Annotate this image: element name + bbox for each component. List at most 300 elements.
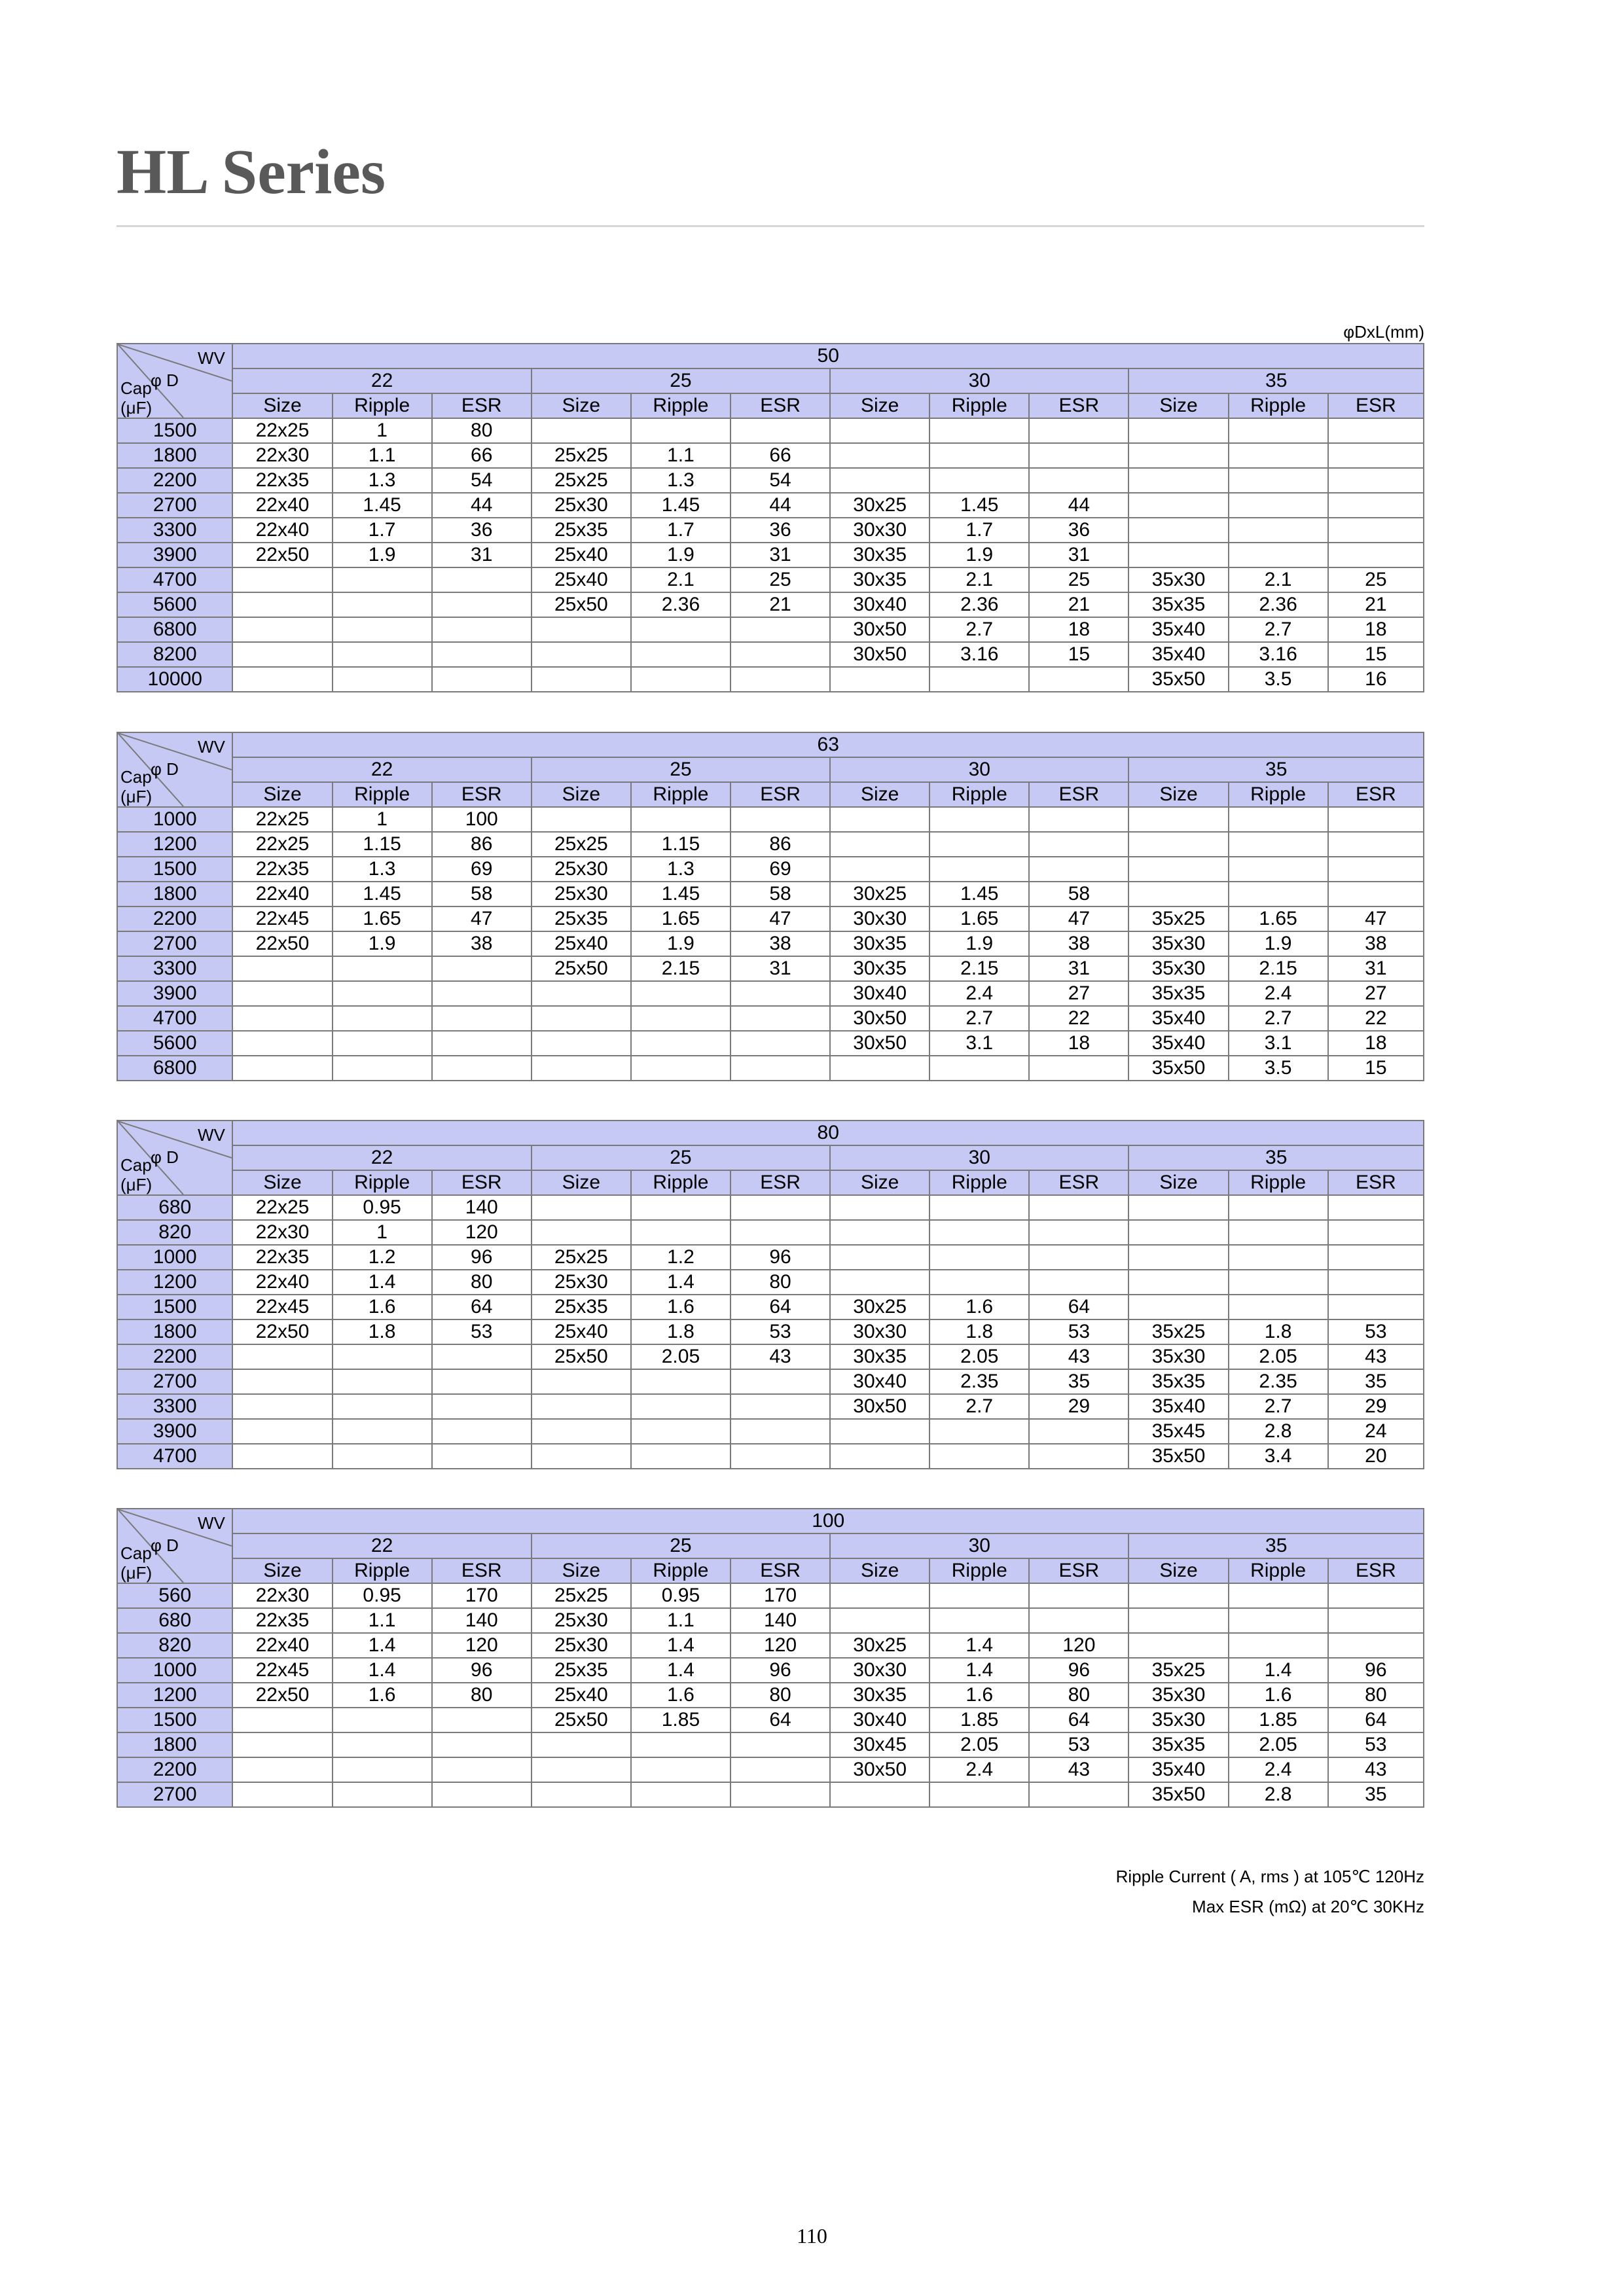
ripple-cell: 1.1 (631, 1608, 731, 1633)
table-row (117, 667, 1424, 692)
size-cell: 30x50 (830, 1006, 929, 1031)
esr-cell (1029, 857, 1128, 882)
size-cell: 30x35 (830, 956, 929, 981)
table-row (117, 1031, 1424, 1056)
size-cell: 35x25 (1128, 1319, 1228, 1344)
esr-cell (1328, 518, 1424, 543)
capacitance-cell: 1500 (117, 1295, 232, 1319)
esr-cell: 54 (731, 468, 830, 493)
size-cell (830, 468, 929, 493)
esr-cell: 100 (432, 807, 532, 832)
ripple-cell (929, 1270, 1029, 1295)
size-cell: 35x40 (1128, 1031, 1228, 1056)
table-row (117, 1782, 1424, 1807)
size-cell (1128, 1270, 1228, 1295)
ripple-cell (1229, 832, 1328, 857)
column-header-esr: ESR (432, 782, 532, 807)
size-cell (1128, 1608, 1228, 1633)
ripple-cell: 2.7 (1229, 617, 1328, 642)
ripple-cell (929, 857, 1029, 882)
esr-cell (1029, 1444, 1128, 1469)
table-row (117, 1056, 1424, 1081)
ripple-cell (631, 1444, 731, 1469)
size-cell: 25x50 (532, 592, 631, 617)
table-row (117, 642, 1424, 667)
size-cell (830, 1220, 929, 1245)
capacitance-cell: 6800 (117, 1056, 232, 1081)
ripple-cell (631, 1056, 731, 1081)
column-header-esr: ESR (731, 1558, 830, 1583)
esr-cell: 58 (1029, 882, 1128, 906)
esr-cell: 15 (1029, 642, 1128, 667)
ripple-cell: 1.6 (929, 1295, 1029, 1319)
size-cell: 30x50 (830, 642, 929, 667)
cap-label: Cap (120, 1543, 152, 1563)
esr-cell: 96 (1029, 1658, 1128, 1683)
size-cell (1128, 807, 1228, 832)
esr-cell (1029, 1270, 1128, 1295)
size-cell: 22x35 (232, 1608, 332, 1633)
ripple-cell: 2.7 (929, 1006, 1029, 1031)
capacitance-cell: 1200 (117, 832, 232, 857)
ripple-cell (929, 1056, 1029, 1081)
esr-cell (1328, 882, 1424, 906)
table-row (117, 832, 1424, 857)
size-cell (232, 1782, 332, 1807)
table-row (117, 1369, 1424, 1394)
esr-cell: 31 (432, 543, 532, 567)
ripple-cell (631, 617, 731, 642)
size-cell: 30x25 (830, 1295, 929, 1319)
ripple-cell: 1.4 (333, 1270, 432, 1295)
ripple-cell (333, 956, 432, 981)
capacitance-cell: 8200 (117, 642, 232, 667)
size-cell: 22x40 (232, 493, 332, 518)
ripple-cell (631, 807, 731, 832)
size-cell (532, 1782, 631, 1807)
size-cell (1128, 1195, 1228, 1220)
ripple-cell (333, 1782, 432, 1807)
table-row (117, 1683, 1424, 1708)
esr-cell: 31 (731, 543, 830, 567)
ripple-cell: 2.7 (1229, 1394, 1328, 1419)
ripple-cell: 2.15 (631, 956, 731, 981)
table-row (117, 543, 1424, 567)
column-header-size: Size (1128, 1170, 1228, 1195)
esr-cell: 36 (432, 518, 532, 543)
ripple-cell: 1.85 (929, 1708, 1029, 1732)
table-row (117, 1732, 1424, 1757)
ripple-cell (631, 1394, 731, 1419)
esr-cell: 24 (1328, 1419, 1424, 1444)
size-cell (830, 857, 929, 882)
column-header-esr: ESR (1328, 782, 1424, 807)
size-cell: 25x35 (532, 518, 631, 543)
capacitance-cell: 1800 (117, 443, 232, 468)
capacitance-cell: 2200 (117, 468, 232, 493)
ripple-cell: 2.05 (929, 1732, 1029, 1757)
size-cell (830, 667, 929, 692)
size-cell (532, 617, 631, 642)
size-cell (532, 642, 631, 667)
ripple-cell: 2.4 (929, 981, 1029, 1006)
diameter-label: φ D (151, 1147, 179, 1167)
esr-cell (432, 667, 532, 692)
capacitance-cell: 4700 (117, 567, 232, 592)
ripple-cell (333, 1031, 432, 1056)
column-header-size: Size (1128, 782, 1228, 807)
size-cell: 25x40 (532, 931, 631, 956)
size-cell (830, 1608, 929, 1633)
esr-cell (731, 1056, 830, 1081)
ripple-cell: 1.7 (929, 518, 1029, 543)
ripple-cell: 1.8 (333, 1319, 432, 1344)
ripple-cell (1229, 418, 1328, 443)
ripple-cell: 1.45 (631, 493, 731, 518)
capacitance-cell: 10000 (117, 667, 232, 692)
esr-cell (731, 981, 830, 1006)
ripple-cell (929, 1782, 1029, 1807)
column-header-ripple: Ripple (333, 1558, 432, 1583)
esr-cell (1328, 1608, 1424, 1633)
size-cell: 30x35 (830, 543, 929, 567)
column-header-ripple: Ripple (929, 1170, 1029, 1195)
size-cell: 25x35 (532, 1295, 631, 1319)
ripple-cell (1229, 1583, 1328, 1608)
esr-cell: 20 (1328, 1444, 1424, 1469)
capacitance-cell: 5600 (117, 592, 232, 617)
ripple-cell (929, 418, 1029, 443)
voltage-header: 50 (232, 344, 1424, 368)
diameter-label: φ D (151, 1535, 179, 1555)
size-cell (232, 1757, 332, 1782)
unit-uf-label: (μF) (120, 1563, 153, 1583)
size-cell: 30x25 (830, 493, 929, 518)
column-header-esr: ESR (1029, 1170, 1128, 1195)
diameter-header: 30 (830, 1534, 1128, 1558)
esr-cell (432, 1369, 532, 1394)
size-cell: 35x40 (1128, 1394, 1228, 1419)
ripple-cell (929, 1444, 1029, 1469)
ripple-cell (929, 1220, 1029, 1245)
size-cell: 22x25 (232, 418, 332, 443)
ripple-cell (929, 807, 1029, 832)
esr-cell: 170 (731, 1583, 830, 1608)
column-header-esr: ESR (432, 1170, 532, 1195)
capacitance-cell: 1800 (117, 1319, 232, 1344)
esr-cell (1029, 418, 1128, 443)
column-header-ripple: Ripple (631, 1558, 731, 1583)
size-cell (232, 1369, 332, 1394)
column-header-ripple: Ripple (333, 1170, 432, 1195)
size-cell: 30x30 (830, 1658, 929, 1683)
ripple-cell: 1.1 (631, 443, 731, 468)
voltage-header: 100 (232, 1509, 1424, 1534)
diameter-header: 25 (532, 757, 830, 782)
table-row (117, 1319, 1424, 1344)
esr-cell: 25 (1029, 567, 1128, 592)
diameter-header: 30 (830, 368, 1128, 393)
size-cell (532, 1195, 631, 1220)
capacitance-cell: 3300 (117, 518, 232, 543)
size-cell (830, 1782, 929, 1807)
ripple-cell (1229, 857, 1328, 882)
diameter-header: 25 (532, 1145, 830, 1170)
esr-cell (432, 1757, 532, 1782)
esr-cell (1029, 1782, 1128, 1807)
esr-cell (1328, 1583, 1424, 1608)
column-header-esr: ESR (731, 782, 830, 807)
ripple-cell: 1.45 (929, 493, 1029, 518)
diameter-header: 35 (1128, 368, 1424, 393)
voltage-header: 80 (232, 1121, 1424, 1145)
ripple-cell: 1.65 (929, 906, 1029, 931)
diameter-header: 25 (532, 368, 830, 393)
ripple-cell (631, 1419, 731, 1444)
size-cell: 30x30 (830, 518, 929, 543)
size-cell (1128, 418, 1228, 443)
ripple-cell (333, 667, 432, 692)
ripple-cell: 1.3 (631, 857, 731, 882)
esr-cell (731, 1394, 830, 1419)
diameter-header: 35 (1128, 757, 1424, 782)
ripple-cell (929, 1583, 1029, 1608)
esr-cell: 29 (1328, 1394, 1424, 1419)
ripple-cell: 1.1 (333, 443, 432, 468)
size-cell (532, 1444, 631, 1469)
size-cell: 25x30 (532, 1608, 631, 1633)
esr-cell: 86 (432, 832, 532, 857)
ripple-cell: 1.4 (333, 1658, 432, 1683)
capacitance-cell: 1500 (117, 1708, 232, 1732)
capacitance-cell: 1500 (117, 857, 232, 882)
esr-cell (731, 1444, 830, 1469)
esr-cell: 15 (1328, 1056, 1424, 1081)
size-cell (1128, 832, 1228, 857)
esr-cell: 69 (731, 857, 830, 882)
size-cell: 25x30 (532, 493, 631, 518)
size-cell (1128, 468, 1228, 493)
ripple-cell: 1.15 (333, 832, 432, 857)
esr-cell: 53 (1029, 1732, 1128, 1757)
ripple-cell (333, 1056, 432, 1081)
table-row (117, 807, 1424, 832)
spec-table-80v (117, 1120, 1424, 1469)
size-cell (532, 1031, 631, 1056)
ripple-cell: 1.1 (333, 1608, 432, 1633)
column-header-size: Size (830, 1558, 929, 1583)
capacitance-cell: 680 (117, 1195, 232, 1220)
column-header-esr: ESR (1029, 393, 1128, 418)
diameter-label: φ D (151, 759, 179, 779)
esr-cell (1029, 443, 1128, 468)
column-header-size: Size (532, 1558, 631, 1583)
ripple-cell (631, 1369, 731, 1394)
esr-cell (1029, 1056, 1128, 1081)
size-cell: 30x35 (830, 1683, 929, 1708)
ripple-cell: 2.05 (1229, 1344, 1328, 1369)
capacitance-cell: 2200 (117, 1344, 232, 1369)
ripple-cell (333, 1708, 432, 1732)
column-header-ripple: Ripple (929, 1558, 1029, 1583)
ripple-cell (1229, 1270, 1328, 1295)
esr-cell (1029, 1245, 1128, 1270)
esr-cell: 47 (731, 906, 830, 931)
size-cell: 30x40 (830, 1369, 929, 1394)
ripple-cell: 1.7 (631, 518, 731, 543)
size-cell: 35x35 (1128, 592, 1228, 617)
size-cell (532, 1732, 631, 1757)
capacitance-cell: 1500 (117, 418, 232, 443)
size-cell (532, 1220, 631, 1245)
ripple-cell: 3.1 (1229, 1031, 1328, 1056)
size-cell: 35x40 (1128, 1757, 1228, 1782)
esr-cell: 64 (1029, 1295, 1128, 1319)
ripple-cell (929, 832, 1029, 857)
diameter-header: 22 (232, 1145, 531, 1170)
ripple-cell (333, 1006, 432, 1031)
ripple-cell: 1.9 (631, 931, 731, 956)
esr-cell (432, 1394, 532, 1419)
ripple-cell: 1.45 (333, 493, 432, 518)
size-cell: 22x35 (232, 857, 332, 882)
esr-cell: 43 (1328, 1757, 1424, 1782)
capacitance-cell: 2700 (117, 1369, 232, 1394)
ripple-cell (1229, 1245, 1328, 1270)
esr-cell (432, 1031, 532, 1056)
unit-note: φDxL(mm) (1343, 322, 1424, 342)
esr-cell (1029, 1419, 1128, 1444)
size-cell (830, 807, 929, 832)
esr-cell: 80 (731, 1683, 830, 1708)
esr-cell (432, 617, 532, 642)
esr-cell: 16 (1328, 667, 1424, 692)
table-row (117, 882, 1424, 906)
size-cell: 22x40 (232, 518, 332, 543)
capacitance-cell: 1000 (117, 1245, 232, 1270)
ripple-cell (1229, 468, 1328, 493)
size-cell: 22x30 (232, 1220, 332, 1245)
ripple-cell: 1.45 (333, 882, 432, 906)
ripple-cell: 1.6 (333, 1295, 432, 1319)
esr-cell (1029, 1195, 1128, 1220)
ripple-cell (631, 1006, 731, 1031)
size-cell (532, 1757, 631, 1782)
spec-table-50v (117, 343, 1424, 692)
esr-cell: 31 (1328, 956, 1424, 981)
table-row (117, 1245, 1424, 1270)
size-cell: 35x50 (1128, 1056, 1228, 1081)
table-row (117, 617, 1424, 642)
esr-cell: 31 (1029, 543, 1128, 567)
ripple-cell: 1.6 (631, 1295, 731, 1319)
column-header-size: Size (830, 1170, 929, 1195)
ripple-cell: 2.1 (929, 567, 1029, 592)
esr-cell: 80 (432, 418, 532, 443)
unit-uf-label: (μF) (120, 1175, 153, 1194)
size-cell: 22x50 (232, 543, 332, 567)
size-cell (232, 956, 332, 981)
esr-cell (432, 1782, 532, 1807)
size-cell: 30x40 (830, 1708, 929, 1732)
esr-cell (432, 1419, 532, 1444)
size-cell: 35x40 (1128, 642, 1228, 667)
ripple-cell: 1.8 (631, 1319, 731, 1344)
size-cell (1128, 1295, 1228, 1319)
table-row (117, 592, 1424, 617)
esr-cell (1328, 1270, 1424, 1295)
size-cell (532, 981, 631, 1006)
size-cell (1128, 493, 1228, 518)
size-cell: 30x50 (830, 1031, 929, 1056)
esr-cell (432, 981, 532, 1006)
esr-cell: 38 (731, 931, 830, 956)
esr-cell: 43 (1328, 1344, 1424, 1369)
ripple-cell (333, 567, 432, 592)
size-cell: 22x30 (232, 1583, 332, 1608)
diameter-header: 35 (1128, 1145, 1424, 1170)
table-row (117, 1419, 1424, 1444)
capacitance-cell: 3900 (117, 543, 232, 567)
size-cell (1128, 857, 1228, 882)
ripple-cell (929, 1608, 1029, 1633)
ripple-cell: 2.36 (929, 592, 1029, 617)
table-row (117, 493, 1424, 518)
ripple-cell: 2.36 (1229, 592, 1328, 617)
esr-cell: 27 (1328, 981, 1424, 1006)
esr-cell: 21 (1328, 592, 1424, 617)
capacitance-cell: 3900 (117, 1419, 232, 1444)
size-cell: 35x25 (1128, 1658, 1228, 1683)
esr-cell (731, 1732, 830, 1757)
table-row (117, 1344, 1424, 1369)
column-header-esr: ESR (731, 1170, 830, 1195)
column-header-ripple: Ripple (1229, 393, 1328, 418)
esr-cell: 31 (1029, 956, 1128, 981)
size-cell: 25x35 (532, 1658, 631, 1683)
size-cell: 35x45 (1128, 1419, 1228, 1444)
size-cell: 25x40 (532, 1319, 631, 1344)
ripple-cell: 1 (333, 1220, 432, 1245)
esr-cell: 80 (432, 1270, 532, 1295)
esr-cell (731, 1369, 830, 1394)
esr-cell: 64 (731, 1295, 830, 1319)
title-divider (117, 225, 1424, 227)
ripple-cell: 1.45 (929, 882, 1029, 906)
voltage-header: 63 (232, 732, 1424, 757)
esr-cell (1328, 1245, 1424, 1270)
esr-cell: 18 (1328, 617, 1424, 642)
capacitance-cell: 820 (117, 1633, 232, 1658)
esr-cell (1029, 468, 1128, 493)
ripple-cell: 3.5 (1229, 667, 1328, 692)
size-cell: 22x35 (232, 468, 332, 493)
esr-cell (731, 1195, 830, 1220)
cap-label: Cap (120, 378, 152, 398)
ripple-cell: 1.8 (929, 1319, 1029, 1344)
esr-cell: 31 (731, 956, 830, 981)
ripple-cell (631, 642, 731, 667)
size-cell: 35x35 (1128, 1369, 1228, 1394)
size-cell: 25x25 (532, 1245, 631, 1270)
diameter-header: 22 (232, 368, 531, 393)
ripple-footnote: Ripple Current ( A, rms ) at 105℃ 120Hz (1115, 1867, 1424, 1886)
size-cell: 35x30 (1128, 1344, 1228, 1369)
esr-cell (1328, 493, 1424, 518)
table-row (117, 1583, 1424, 1608)
ripple-cell (333, 1444, 432, 1469)
column-header-esr: ESR (1029, 1558, 1128, 1583)
